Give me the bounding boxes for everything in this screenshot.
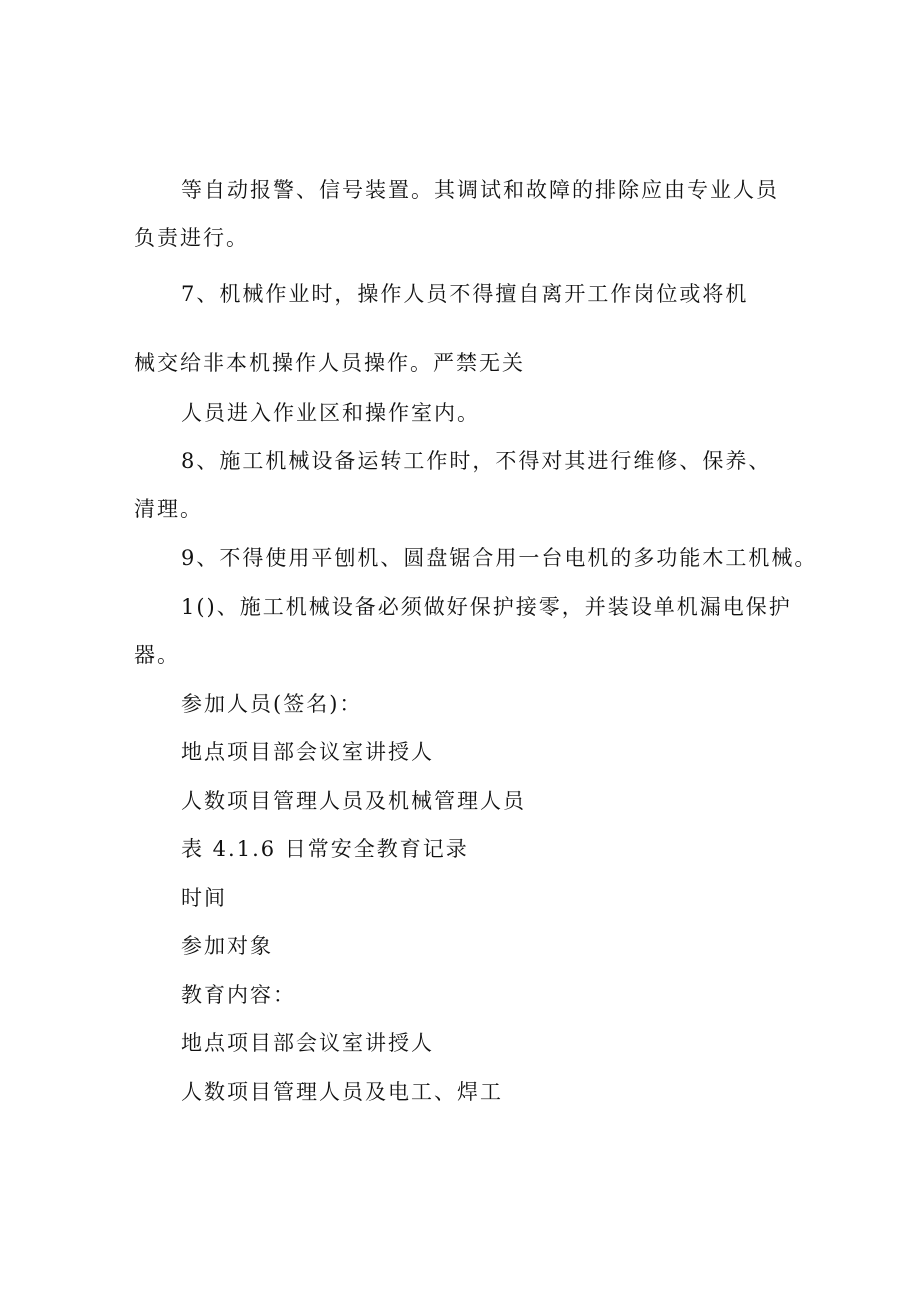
paragraph-line: 7、机械作业时，操作人员不得擅自离开工作岗位或将机 [181,282,749,306]
table-caption: 表 4.1.6 日常安全教育记录 [181,837,469,861]
location-lecturer-line: 地点项目部会议室讲授人 [181,740,434,764]
paragraph-line: 器。 [134,643,180,667]
paragraph-line: 8、施工机械设备运转工作时，不得对其进行维修、保养、 [181,449,772,473]
participants-label: 参加对象 [181,934,273,958]
paragraph-line: 1()、施工机械设备必须做好保护接零，并装设单机漏电保护 [181,595,792,619]
paragraph-line: 等自动报警、信号装置。其调试和故障的排除应由专业人员 [181,178,779,202]
paragraph-line: 人员进入作业区和操作室内。 [181,401,480,425]
education-content-label: 教育内容： [181,983,296,1007]
paragraph-line: 清理。 [134,497,203,521]
paragraph-line: 9、不得使用平刨机、圆盘锯合用一台电机的多功能木工机械。 [181,546,818,570]
paragraph-line: 负责进行。 [134,226,249,250]
paragraph-line: 械交给非本机操作人员操作。严禁无关 [134,351,525,375]
attendee-count-line: 人数项目管理人员及电工、焊工 [181,1080,503,1104]
time-label: 时间 [181,886,227,910]
signature-label: 参加人员(签名)： [181,692,363,716]
attendee-count-line: 人数项目管理人员及机械管理人员 [181,789,526,813]
location-lecturer-line: 地点项目部会议室讲授人 [181,1031,434,1055]
